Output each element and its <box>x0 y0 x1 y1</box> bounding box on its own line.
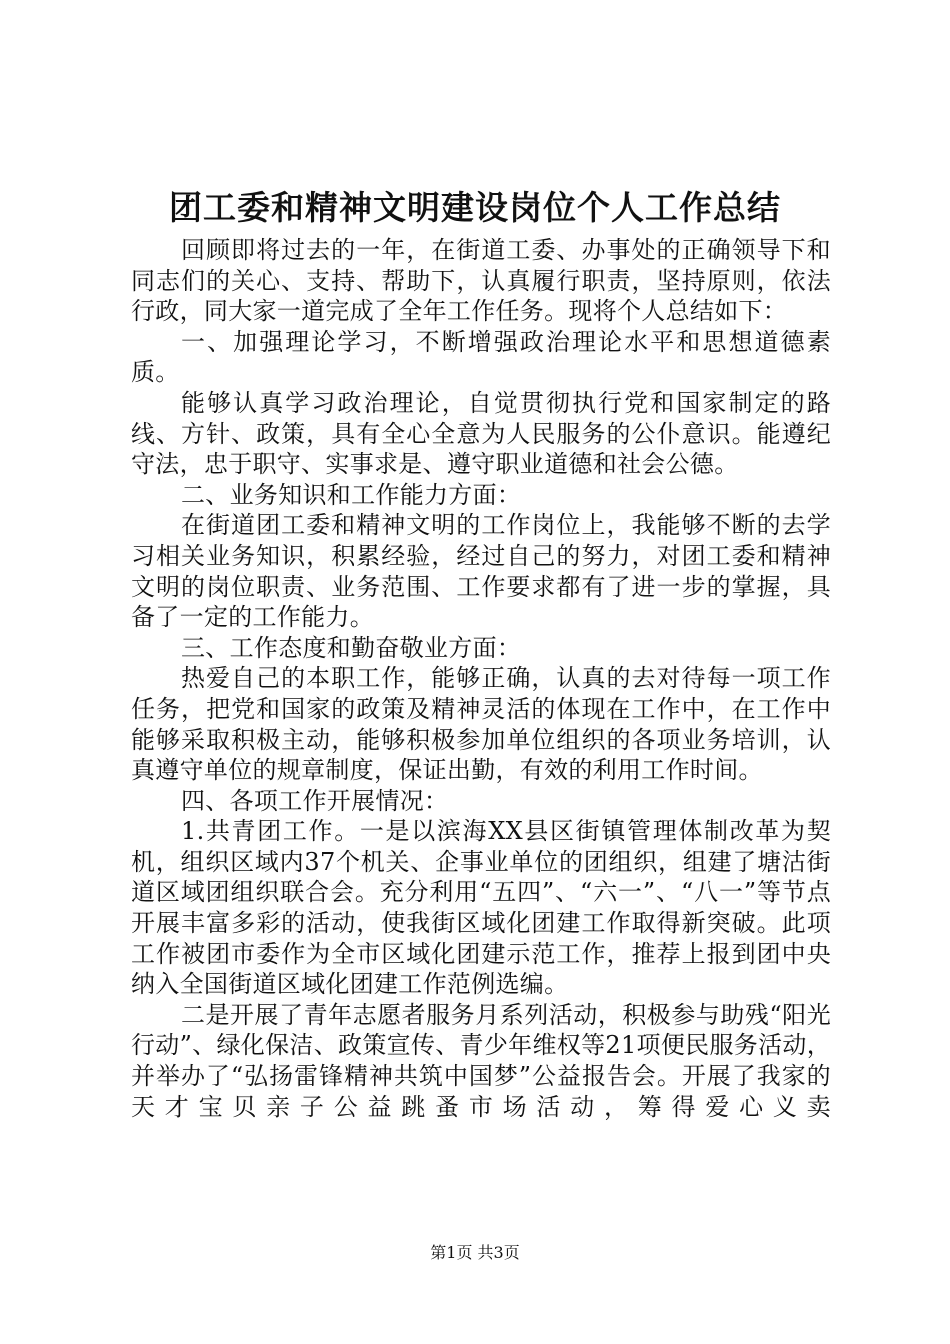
paragraph-business: 在街道团工委和精神文明的工作岗位上，我能够不断的去学习相关业务知识，积累经验，经过自己的努力，对团工委和精神文明的岗位职责、业务范围、工作要求都有了进一步的掌握，具备了一定的工作能力。 <box>131 511 831 632</box>
paragraph-heading-1: 一、加强理论学习，不断增强政治理论水平和思想道德素质。 <box>131 327 831 387</box>
paragraph-intro: 回顾即将过去的一年，在街道工委、办事处的正确领导下和同志们的关心、支持、帮助下，认真履行职责，坚持原则，依法行政，同大家一道完成了全年工作任务。现将个人总结如下： <box>131 236 831 326</box>
paragraph-heading-4: 四、各项工作开展情况： <box>181 786 449 815</box>
paragraph-youth-league: 1.共青团工作。一是以滨海XX县区街镇管理体制改革为契机，组织区域内37个机关、企事业单位的团组织，组建了塘沽街道区域团组织联合会。充分利用“五四”、“六一”、“八一”等节点开展丰富多彩的活动，使我街区域化团建工作取得新突破。此项工作被团市委作为全市区域化团建示范工作，推荐上报到团中央纳入全国街道区域化团建工作范例选编。 <box>131 817 831 999</box>
document-body <box>131 235 831 1122</box>
paragraph-theory: 能够认真学习政治理论，自觉贯彻执行党和国家制定的路线、方针、政策，具有全心全意为人民服务的公仆意识。能遵纪守法，忠于职守、实事求是、遵守职业道德和社会公德。 <box>131 388 831 479</box>
paragraph-heading-2: 二、业务知识和工作能力方面： <box>181 480 522 509</box>
document-title: 团工委和精神文明建设岗位个人工作总结 <box>169 188 781 227</box>
page-footer: 第1页 共3页 <box>430 1243 520 1262</box>
paragraph-attitude: 热爱自己的本职工作，能够正确，认真的去对待每一项工作任务，把党和国家的政策及精神灵活的体现在工作中，在工作中能够采取积极主动，能够积极参加单位组织的各项业务培训，认真遵守单位的规章制度，保证出勤，有效的利用工作时间。 <box>131 664 831 785</box>
paragraph-heading-3: 三、工作态度和勤奋敬业方面： <box>181 633 522 662</box>
paragraph-volunteer: 二是开展了青年志愿者服务月系列活动，积极参与助残“阳光行动”、绿化保洁、政策宣传、青少年维权等21项便民服务活动，并举办了“弘扬雷锋精神共筑中国梦”公益报告会。开展了我家的天才宝贝亲子公益跳蚤市场活动，筹得爱心义卖 <box>131 1000 831 1121</box>
